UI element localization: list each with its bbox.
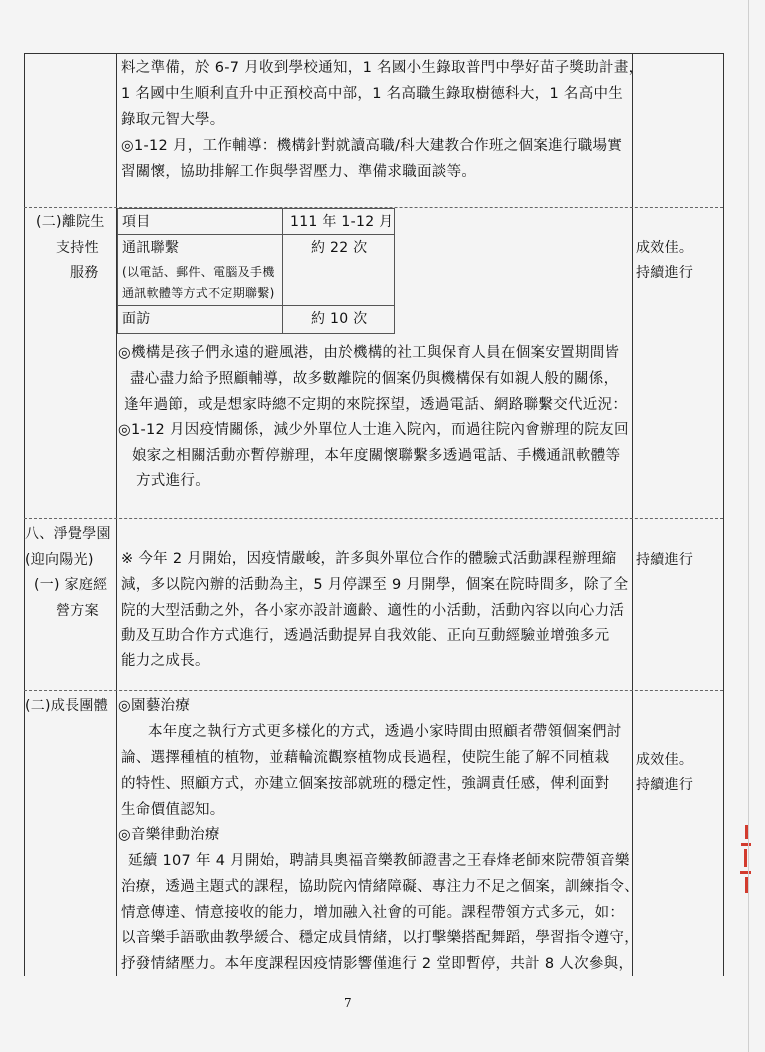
contact-stats-table: [117, 208, 395, 334]
row1-line-1: 料之準備，於 6-7 月收到學校通知，1 名國小生錄取普門中學好苗子獎助計畫，: [121, 60, 644, 76]
row4-line-1: ◎園藝治療: [118, 698, 191, 714]
row4-line-7: 延續 107 年 4 月開始，聘請具奧福音樂教師證書之王春烽老師來院帶領音樂: [128, 853, 630, 869]
red-margin-mark: [739, 825, 753, 895]
row3-category-line-2: (迎向陽光): [25, 552, 94, 568]
stats-row1-value: 約 22 次: [311, 240, 368, 256]
row2-result-line-1: 成效佳。: [636, 240, 694, 256]
column-divider-2: [632, 53, 633, 976]
row4-line-4: 的特性、照顧方式，亦建立個案按部就班的穩定性，強調責任感，俾利面對: [121, 776, 610, 792]
row2-result-line-2: 持續進行: [636, 265, 694, 281]
stats-table-row-divider-2: [118, 305, 394, 306]
row4-line-5: 生命價值認知。: [121, 802, 225, 818]
row3-line-5: 能力之成長。: [121, 653, 210, 669]
row2-category-line-1: (二)離院生: [36, 214, 105, 230]
row2-line-4: ◎1-12 月因疫情關係，減少外單位人士進入院內，而過往院內會辦理的院友回: [118, 422, 629, 438]
row4-line-8: 治療，透過主題式的課程，協助院內情緒障礙、專注力不足之個案，訓練指令、: [121, 879, 639, 895]
table-left-border: [24, 53, 25, 976]
stats-table-column-divider: [282, 209, 283, 333]
row3-category-line-1: 八、淨覺學園: [25, 526, 111, 542]
row4-line-2: 本年度之執行方式更多樣化的方式，透過小家時間由照顧者帶領個案們討: [148, 724, 622, 740]
row3-line-4: 動及互助合作方式進行，透過活動提昇自我效能、正向互動經驗並增強多元: [121, 628, 610, 644]
row2-category-line-3: 服務: [70, 265, 99, 281]
table-right-border: [723, 53, 724, 976]
row3-line-3: 院的大型活動之外，各小家亦設計適齡、適性的小活動，活動內容以向心力活: [121, 603, 625, 619]
row4-line-9: 情意傳達、情意接收的能力，增加融入社會的可能。課程帶領方式多元，如：: [121, 905, 625, 921]
row4-line-10: 以音樂手語歌曲教學緩合、穩定成員情緒，以打擊樂搭配舞蹈，學習指令遵守，: [121, 930, 639, 946]
row3-line-2: 減，多以院內辦的活動為主，5 月停課至 9 月開學，個案在院時間多，除了全: [121, 577, 629, 593]
row-divider-2: [24, 518, 723, 519]
stats-row2-value: 約 10 次: [311, 311, 368, 327]
table-top-border: [24, 53, 724, 54]
stats-header-period: 111 年 1-12 月: [290, 214, 394, 230]
row2-line-5: 娘家之相關活動亦暫停辦理，本年度關懷聯繫多透過電話、手機通訊軟體等: [132, 448, 621, 464]
row1-line-3: 錄取元智大學。: [121, 112, 225, 128]
stats-row1-note-2: 通訊軟體等方式不定期聯繫): [122, 286, 275, 300]
row3-line-1: ※ 今年 2 月開始，因疫情嚴峻，許多與外單位合作的體驗式活動課程辦理縮: [121, 551, 617, 567]
stats-row1-item: 通訊聯繫: [122, 240, 180, 256]
page-number: 7: [344, 996, 352, 1010]
column-divider-1: [116, 53, 117, 976]
row2-category-line-2: 支持性: [56, 240, 99, 256]
stats-table-row-divider-1: [118, 234, 394, 235]
row3-category-line-3: (一) 家庭經: [34, 577, 108, 593]
stats-row2-item: 面訪: [122, 311, 151, 327]
row1-line-2: 1 名國中生順利直升中正預校高中部，1 名高職生錄取樹德科大，1 名高中生: [121, 86, 624, 102]
row4-line-11: 抒發情緒壓力。本年度課程因疫情影響僅進行 2 堂即暫停，共計 8 人次參與，: [121, 956, 634, 972]
row1-line-5: 習關懷，協助排解工作與學習壓力、準備求職面談等。: [121, 164, 477, 180]
row4-result-line-1: 成效佳。: [636, 752, 694, 768]
row3-result-line-1: 持續進行: [636, 552, 694, 568]
stats-header-item: 項目: [122, 214, 151, 230]
row2-line-1: ◎機構是孩子們永遠的避風港，由於機構的社工與保育人員在個案安置期間皆: [118, 345, 620, 361]
row4-line-3: 論、選擇種植的植物，並藉輪流觀察植物成長過程，使院生能了解不同植栽: [121, 750, 610, 766]
scan-edge: [748, 0, 749, 1052]
row-divider-3: [24, 690, 723, 691]
row4-result-line-2: 持續進行: [636, 777, 694, 793]
row3-category-line-4: 營方案: [56, 603, 99, 619]
stats-row1-note-1: (以電話、郵件、電腦及手機: [122, 265, 275, 279]
row2-line-2: 盡心盡力給予照顧輔導，故多數離院的個案仍與機構保有如親人般的關係，: [130, 371, 619, 387]
row2-line-3: 逢年過節，或是想家時總不定期的來院探望，透過電話、網路聯繫交代近況：: [124, 397, 628, 413]
row4-category-line-1: (二)成長團體: [25, 698, 109, 714]
row2-line-6: 方式進行。: [136, 473, 210, 489]
row1-line-4: ◎1-12 月，工作輔導：機構針對就讀高職/科大建教合作班之個案進行職場實: [121, 138, 623, 154]
row4-line-6: ◎音樂律動治療: [118, 827, 220, 843]
